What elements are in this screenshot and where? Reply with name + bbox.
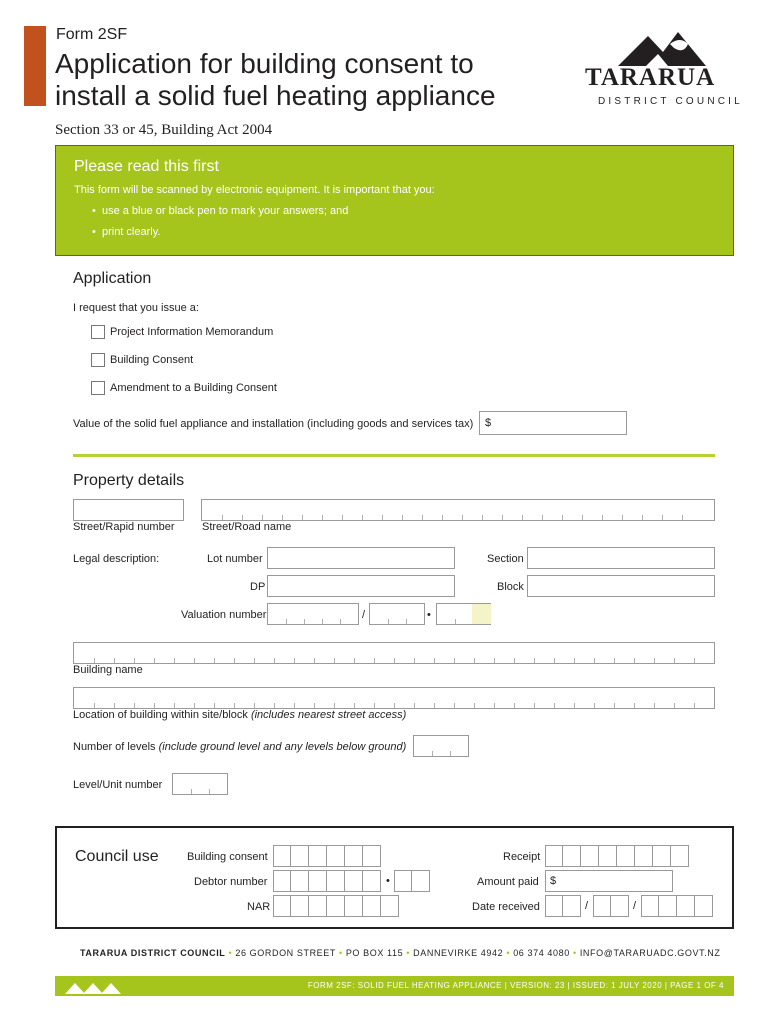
dp-label: DP [250,581,266,593]
building-consent-number-input[interactable] [273,845,381,867]
footer-bar [55,976,734,996]
street-name-label: Street/Road name [202,521,292,533]
section-input[interactable] [527,547,715,569]
levels-input[interactable] [413,735,469,757]
dp-input[interactable] [267,575,455,597]
footer-council-name: TARARUA DISTRICT COUNCIL [80,948,226,958]
street-number-input[interactable] [73,499,184,521]
footer-phone: 06 374 4080 [513,948,570,958]
pim-label: Project Information Memorandum [110,326,274,338]
header-accent-bar [24,26,46,106]
footer-form-info: FORM 2SF: SOLID FUEL HEATING APPLIANCE | VERSION: 23 | ISSUED: 1 JULY 2020 | PAGE 1 OF 4 [307,981,724,990]
amount-paid-label: Amount paid [477,876,539,888]
date-separator: / [585,900,589,912]
logo-name: TARARUA [585,64,716,91]
title-line-1: Application for building consent to [55,48,474,79]
application-heading: Application [73,270,152,287]
footer-pobox: PO BOX 115 [345,948,404,958]
lot-input[interactable] [267,547,455,569]
levels-label: Number of levels (include ground level and any levels below ground) [73,741,407,753]
pim-checkbox[interactable] [91,325,105,339]
amendment-checkbox[interactable] [91,381,105,395]
property-heading: Property details [73,472,185,489]
block-input[interactable] [527,575,715,597]
valuation-separator: / [362,609,366,621]
amount-prefix: $ [550,875,557,887]
building-name-label: Building name [73,664,143,676]
footer-email[interactable]: INFO@TARARUADC.GOVT.NZ [579,948,721,958]
notice-title: Please read this first [74,158,219,175]
debtor-suffix-input[interactable] [394,870,430,892]
valuation-dot: • [427,609,431,621]
nar-label: NAR [247,901,271,913]
nar-input[interactable] [273,895,399,917]
valuation-roll-input[interactable] [267,603,359,625]
value-input[interactable] [479,411,627,435]
form-number: Form 2SF [56,26,128,43]
request-label: I request that you issue a: [73,302,199,314]
section-divider [73,454,715,457]
date-separator: / [633,900,637,912]
debtor-number-input[interactable] [273,870,381,892]
section-label: Section [487,553,524,565]
amount-paid-input[interactable] [545,870,673,892]
council-use-heading: Council use [75,848,159,865]
building-consent-checkbox[interactable] [91,353,105,367]
location-input[interactable] [73,687,715,709]
building-name-input[interactable] [73,642,715,664]
value-label: Value of the solid fuel appliance and installation (including goods and services tax) [73,418,474,430]
footer-mountains-icon [65,980,129,994]
date-month-input[interactable] [593,895,629,917]
mountain-logo-icon [608,26,708,68]
valuation-assessment-input[interactable] [369,603,425,625]
valuation-suffix-input[interactable] [436,603,491,625]
street-name-input[interactable] [201,499,715,521]
block-label: Block [497,581,524,593]
amendment-label: Amendment to a Building Consent [110,382,277,394]
debtor-number-label: Debtor number [194,876,268,888]
building-consent-label: Building Consent [110,354,194,366]
footer-address: TARARUA DISTRICT COUNCIL • 26 GORDON STREET • PO BOX 115 • DANNEVIRKE 4942 • 06 374 4080 • INFO@TARARUADC.GOVT.NZ [80,948,721,958]
location-label: Location of building within site/block (includes nearest street access) [73,709,407,721]
building-consent-number-label: Building consent [187,851,268,863]
page-subtitle: Section 33 or 45, Building Act 2004 [55,122,273,138]
council-use-box [55,826,734,929]
notice-bullet: • print clearly. [92,226,161,238]
date-year-input[interactable] [641,895,713,917]
notice-box [55,145,734,256]
page-title [55,48,525,112]
receipt-label: Receipt [503,851,541,863]
notice-text: This form will be scanned by electronic equipment. It is important that you: [74,184,435,196]
legal-label: Legal description: [73,553,160,565]
value-prefix: $ [485,417,492,429]
valuation-label: Valuation number [181,609,267,621]
unit-label: Level/Unit number [73,779,163,791]
date-day-input[interactable] [545,895,581,917]
lot-label: Lot number [207,553,263,565]
unit-input[interactable] [172,773,228,795]
receipt-input[interactable] [545,845,689,867]
logo-subtitle: DISTRICT COUNCIL [598,96,743,107]
footer-street: 26 GORDON STREET [235,948,336,958]
footer-town: DANNEVIRKE 4942 [413,948,504,958]
street-number-label: Street/Rapid number [73,521,175,533]
notice-bullet: • use a blue or black pen to mark your answers; and [92,205,349,217]
date-received-label: Date received [472,901,540,913]
debtor-separator: • [386,875,390,887]
title-line-2: install a solid fuel heating appliance [55,80,496,111]
